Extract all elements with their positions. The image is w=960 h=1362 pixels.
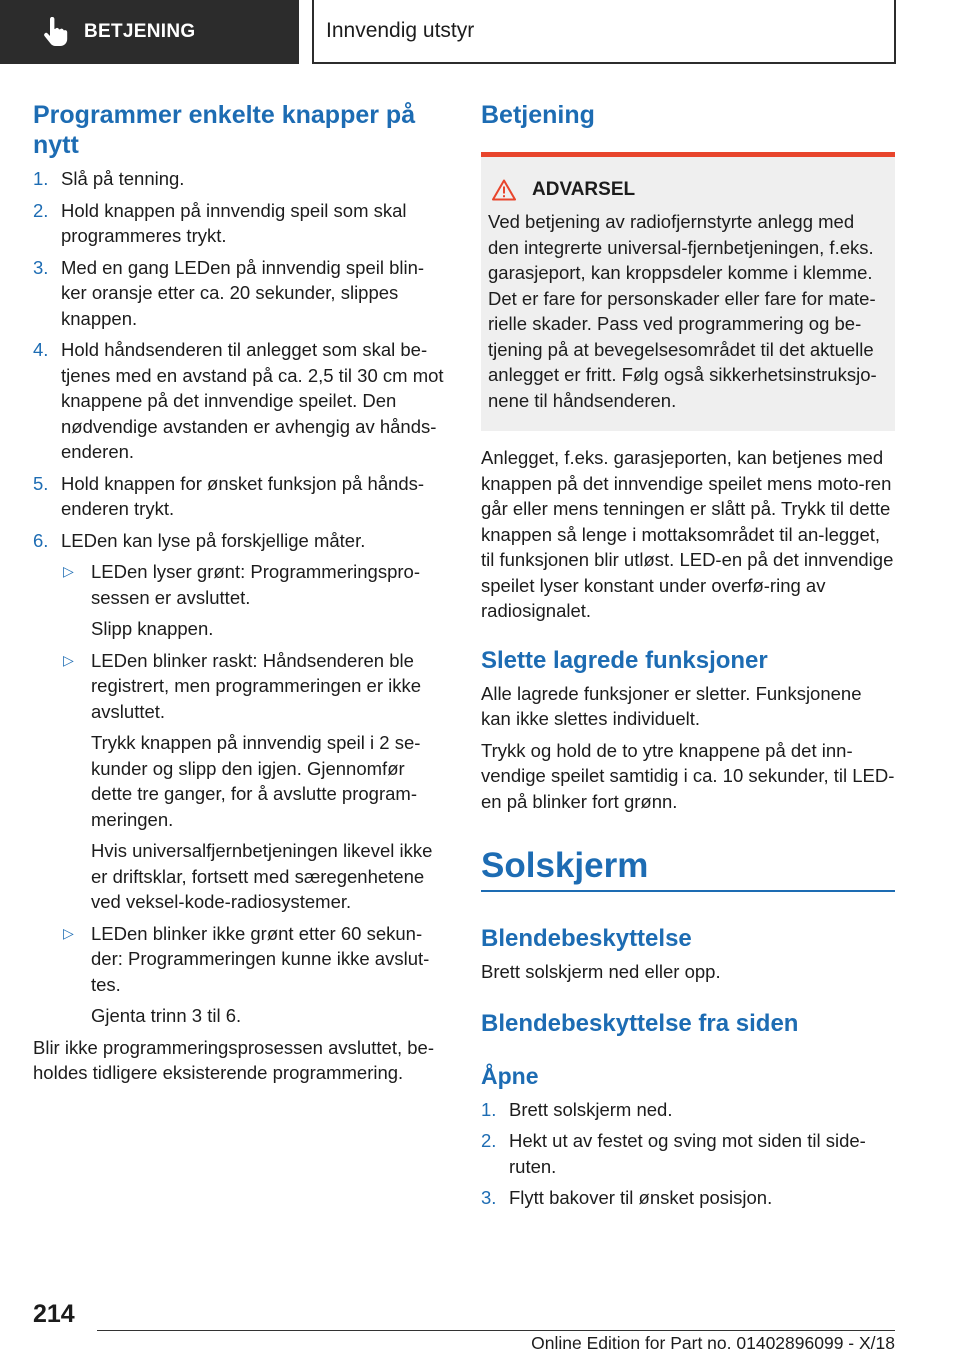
list-item [33,528,447,1029]
slette-paragraph-2: Trykk og hold de to ytre knappene på det inn-vendige speilet samtidig i ca. 10 sekunder, til LED-en på blinker fort grønn. [481,739,895,812]
warning-title-text: ADVARSEL [532,179,636,200]
chapter-label: BETJENING [84,21,196,42]
step-text: LEDen kan lyse på forskjellige måter. [61,529,366,551]
list-item [61,559,447,642]
slette-paragraph-1: Alle lagrede funksjoner er sletter. Funksjonene kan ikke slettes individuelt. [481,682,862,729]
program-steps-list [33,166,447,1029]
list-item [33,337,447,465]
heading-apne: Åpne [481,1062,539,1089]
betjening-paragraph: Anlegget, f.eks. garasjeporten, kan betjenes med knappen på det innvendige speilet mens moto-ren går eller mens tenningen er slått på. Trykk til dette knappen så lenge i mottaksområdet til an-legget, til funksjonen blir utløst. LED-en på det innvendige speilet lyser konstant under overfø-ring av radiosignalet. [481,447,894,621]
list-item [33,471,447,522]
step-text: Flytt bakover til ønsket posisjon. [509,1187,773,1208]
step-number: 1. [481,1098,497,1120]
step-number: 6. [33,529,49,551]
warning-box [481,152,895,431]
step-text: Med en gang LEDen på innvendig speil blin-ker oransje etter ca. 20 sekunder, slippes knappen. [61,256,425,329]
step-number: 2. [481,1130,497,1151]
list-item [33,255,447,332]
step-number: 3. [481,1187,497,1208]
left-column [33,100,447,1086]
list-item [481,1185,895,1211]
step-number: 3. [33,256,49,278]
list-item [481,1128,895,1179]
apne-steps-list [481,1097,895,1211]
step-number: 2. [33,199,49,221]
step-text: Slå på tenning. [61,168,185,189]
step-text: Hold knappen for ønsket funksjon på hånds-enderen trykt. [61,472,425,519]
edition-text: Online Edition for Part no. 01402896099 - X/18 [531,1333,895,1353]
bullet-subtext: Gjenta trinn 3 til 6. [91,1005,242,1026]
led-state-list [61,559,447,1029]
heading-slette: Slette lagrede funksjoner [481,646,768,674]
heading-betjening: Betjening [481,101,595,129]
step-text: Hekt ut av festet og sving mot siden til side-ruten. [509,1130,866,1177]
heading-solskjerm: Solskjerm [481,846,895,892]
bullet-subtext: Trykk knappen på innvendig speil i 2 se-kunder og slipp den igjen. Gjennomfør dette tre ganger, for å avslutte program-meringen. [91,732,421,830]
warning-title [488,179,887,201]
step-text: Brett solskjerm ned. [509,1098,673,1120]
bullet-subtext: Slipp knappen. [91,618,214,639]
list-item [61,648,447,915]
step-number: 5. [33,472,49,494]
right-column [481,100,895,1211]
triangle-bullet-icon: ▷ [63,924,74,941]
bullet-text: LEDen blinker ikke grønt etter 60 sekun-der: Programmeringen kunne ikke avslut-tes. [91,922,430,995]
list-item [33,198,447,249]
heading-blende-side: Blendebeskyttelse fra siden [481,1009,799,1037]
triangle-bullet-icon: ▷ [63,563,74,579]
step-number: 1. [33,168,49,189]
bullet-subtext: Hvis universalfjernbetjeningen likevel ikke er driftsklar, fortsett med særegenhetene ved veksel-kode-radiosystemer. [91,840,433,912]
triangle-bullet-icon: ▷ [63,651,74,668]
step-number: 4. [33,339,49,360]
closing-paragraph: Blir ikke programmeringsprosessen avsluttet, be-holdes tidligere eksisterende programmering. [33,1036,434,1083]
chapter-tab [0,0,299,64]
footer-divider [97,1330,895,1331]
list-item [33,166,447,192]
heading-blendebeskyttelse: Blendebeskyttelse [481,925,692,952]
bullet-text: LEDen lyser grønt: Programmeringspro-sessen er avsluttet. [91,561,420,608]
blende-paragraph: Brett solskjerm ned eller opp. [481,961,721,982]
warning-text: Ved betjening av radiofjernstyrte anlegg med den integrerte universal-fjernbetjeningen, f.eks. garasjeport, kan kroppsdeler komme i klemme. Det er fare for personskader eller fare for mate-rielle skader. Pass ved programmering og be-tjening på at bevegelsesområdet til det aktuelle anlegget er fritt. Følg også sikkerhetsinstruksjo-nene til håndsenderen. [488,211,877,411]
heading-program-buttons: Programmer enkelte knapper på nytt [33,101,416,159]
warning-triangle-icon [492,179,516,201]
section-title: Innvendig utstyr [312,0,896,64]
page-number: 214 [33,1300,75,1328]
hand-pointer-icon [40,17,68,47]
bullet-text: LEDen blinker raskt: Håndsenderen ble registrert, men programmeringen er ikke avsluttet. [91,649,422,722]
list-item [481,1097,895,1123]
list-item [61,921,447,1029]
step-text: Hold håndsenderen til anlegget som skal be-tjenes med en avstand på ca. 2,5 til 30 cm mot knappene på det innvendige speilet. Den nødvendige avstanden er avhengig av hånds-enderen. [61,339,444,462]
step-text: Hold knappen på innvendig speil som skal programmeres trykt. [61,199,407,246]
